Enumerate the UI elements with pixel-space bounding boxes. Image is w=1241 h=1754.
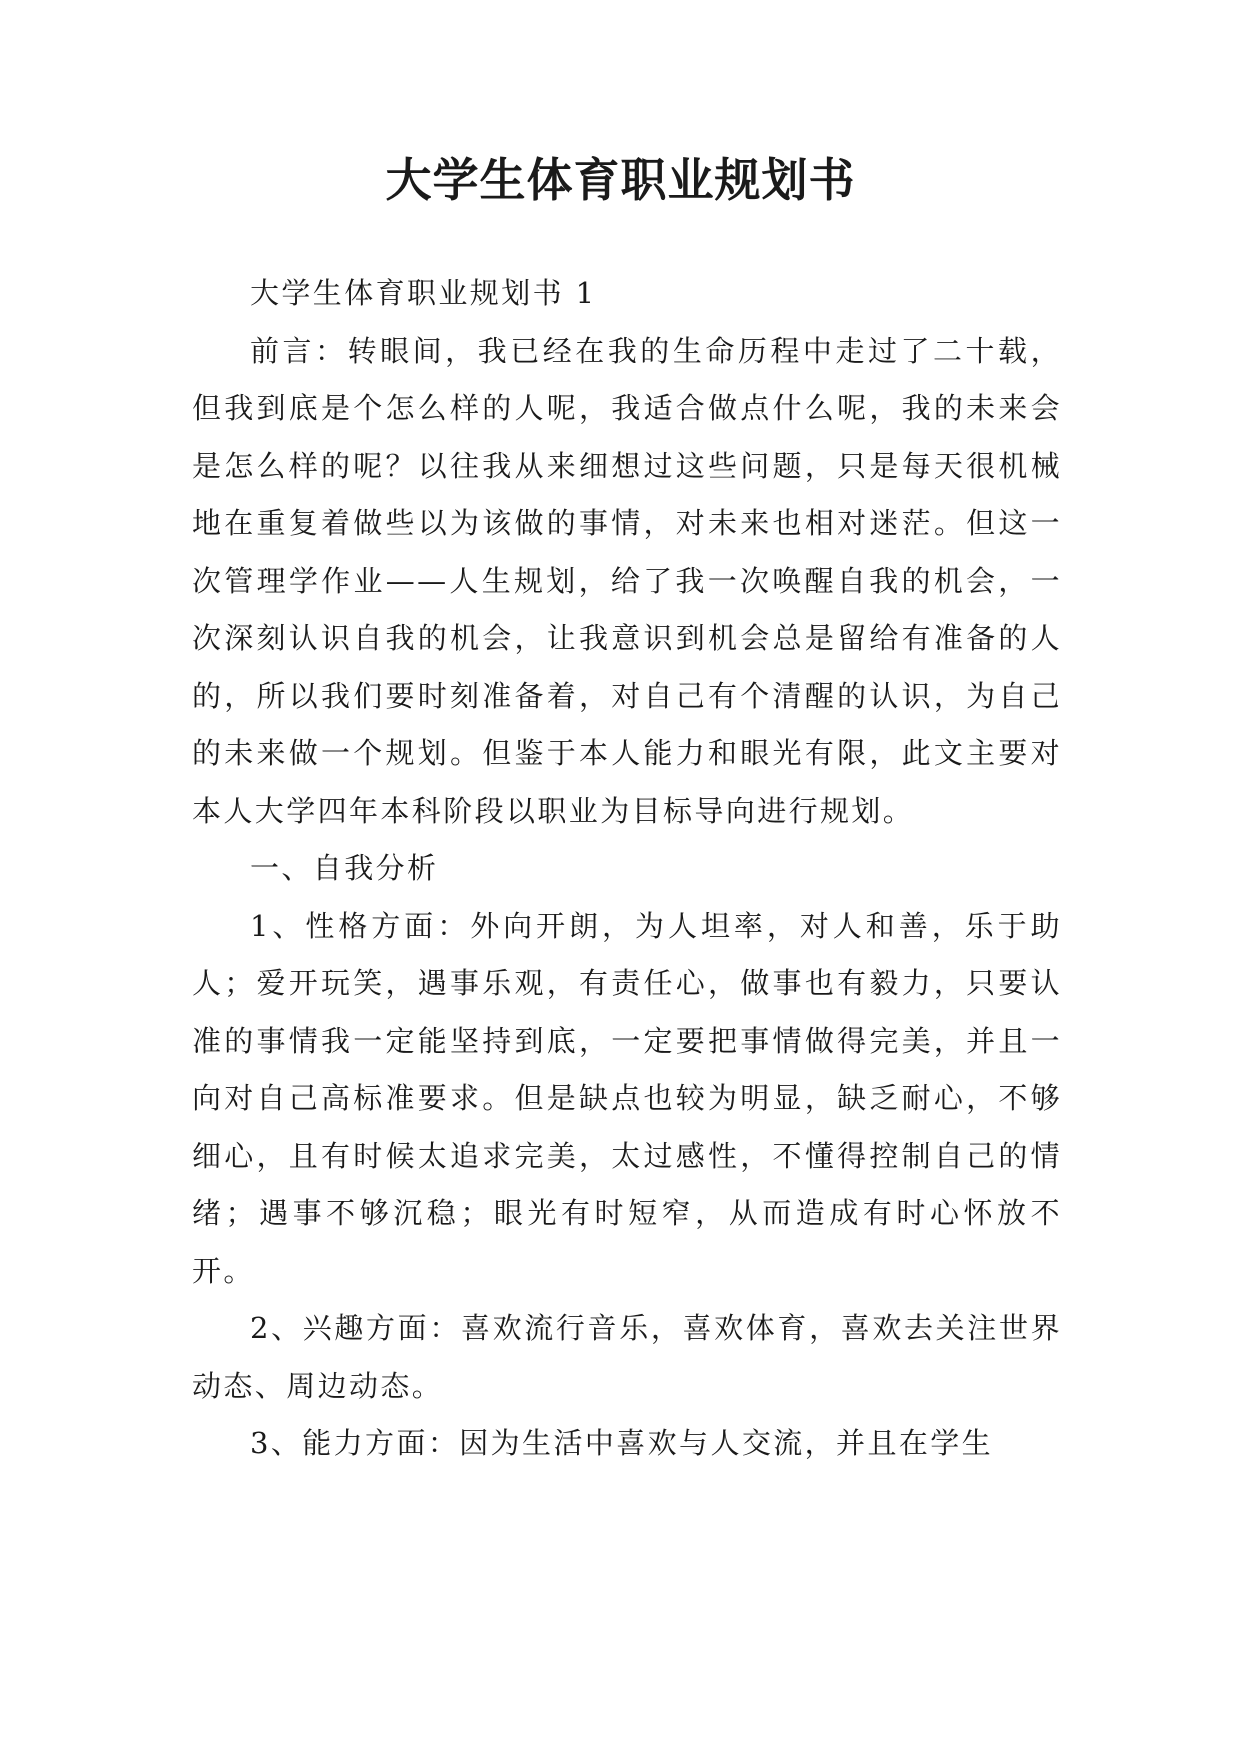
interests-paragraph: 2、兴趣方面：喜欢流行音乐，喜欢体育，喜欢去关注世界动态、周边动态。 [192, 1311, 1062, 1403]
section-heading-self-analysis: 一、自我分析 [250, 851, 439, 885]
document-body [192, 265, 1062, 1473]
personality-paragraph: 1、性格方面：外向开朗，为人坦率，对人和善，乐于助人；爱开玩笑，遇事乐观，有责任心，做事也有毅力，只要认准的事情我一定能坚持到底，一定要把事情做得完美，并且一向对自己高标准要求。但是缺点也较为明显，缺乏耐心，不够细心，且有时候太追求完美，太过感性，不懂得控制自己的情绪；遇事不够沉稳；眼光有时短窄，从而造成有时心怀放不开。 [192, 908, 1062, 1288]
abilities-paragraph: 3、能力方面：因为生活中喜欢与人交流，并且在学生 [250, 1426, 994, 1460]
document-subtitle: 大学生体育职业规划书 1 [250, 276, 597, 310]
document-title: 大学生体育职业规划书 [385, 153, 856, 207]
preface-paragraph: 前言：转眼间，我已经在我的生命历程中走过了二十载，但我到底是个怎么样的人呢，我适合做点什么呢，我的未来会是怎么样的呢？以往我从来细想过这些问题，只是每天很机械地在重复着做些以为该做的事情，对未来也相对迷茫。但这一次管理学作业——人生规划，给了我一次唤醒自我的机会，一次深刻认识自我的机会，让我意识到机会总是留给有准备的人的，所以我们要时刻准备着，对自己有个清醒的认识，为自己的未来做一个规划。但鉴于本人能力和眼光有限，此文主要对本人大学四年本科阶段以职业为目标导向进行规划。 [192, 333, 1062, 828]
